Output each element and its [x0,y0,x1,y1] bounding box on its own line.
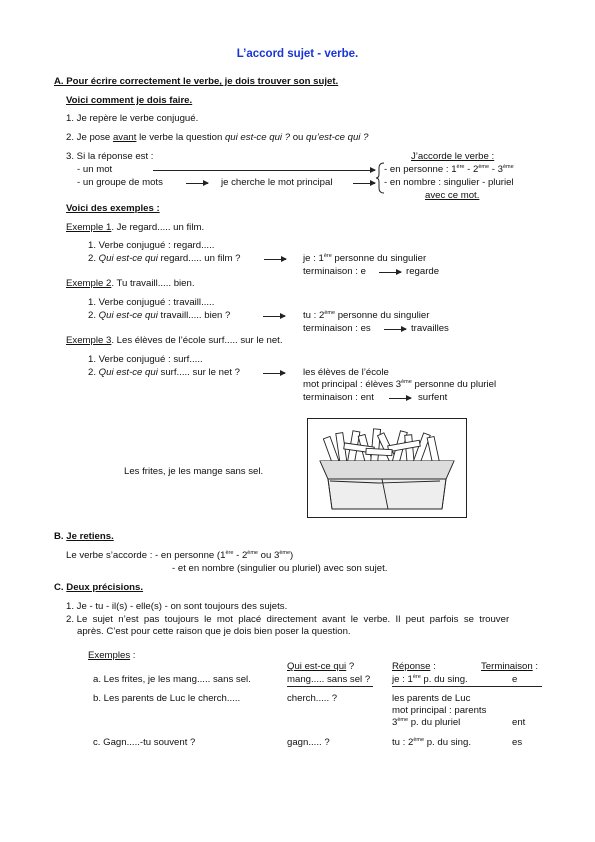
col-terminaison-mark: : [532,661,539,672]
retiens-l1-pre: Le verbe s’accorde : - en personne (1 [66,550,226,561]
ex3-r2-sup: ème [401,378,412,385]
section-b-heading [54,531,114,542]
ex3-result-2 [303,379,496,390]
ex2-s2-post: travaill..... bien ? [157,310,231,321]
example-1-step-2 [88,253,241,264]
ex1-arrow-2 [379,272,401,273]
table-row-c-reponse [392,737,471,748]
retiens-line-2: - et en nombre (singulier ou pluriel) avec son sujet. [172,563,388,574]
ex3-r2-pre: mot principal : élèves 3 [303,379,402,390]
step-2-q2: qu’est-ce qui ? [306,132,369,143]
ex2-arrow [263,316,285,317]
row-c-c-sup: ème [413,736,425,743]
cherche-mot-principal: je cherche le mot principal [221,177,333,188]
section-b-pre: B. [54,531,67,542]
ex2-r1-post: personne du singulier [335,310,430,321]
table-row-b-reponse-3 [392,717,460,728]
example-2-step-1: 1. Verbe conjugué : travaill..... [88,297,215,308]
ex2-r1-pre: tu : 2 [303,310,325,321]
ex1-result-word: regarde [406,266,440,277]
row-a-underline-1 [287,686,373,687]
ex3-s2-pre: 2. [88,367,99,378]
page-title: L’accord sujet - verbe. [236,48,359,60]
ex1-result-2: terminaison : e [303,266,366,277]
ex1-s2-pre: 2. [88,253,99,264]
en-personne-sup2: ème [478,163,490,170]
section-a-heading-text: A. Pour écrire correctement le verbe, je dois trouver son sujet. [54,76,339,87]
howto-heading: Voici comment je dois faire. [66,95,193,106]
example-2 [66,278,195,289]
row-a-c-sup: ère [412,673,421,680]
table-row-a-question: mang..... sans sel ? [287,674,371,685]
un-mot: - un mot [77,164,113,175]
fries-icon [308,419,466,517]
example-1-label: Exemple 1 [66,222,112,233]
table-row-c-terminaison: es [512,737,523,748]
step-3: 3. Si la réponse est : [66,151,154,162]
row-c-c-post: p. du sing. [424,737,471,748]
ex1-s2-post: regard..... un film ? [157,253,241,264]
ex3-arrow-2 [389,398,411,399]
avec-ce-mot: avec ce mot. [425,190,480,201]
ex2-r1-sup: ème [324,309,336,316]
col-question-mark: ? [346,661,355,672]
col-reponse-text: Réponse [392,661,431,672]
arrow-un-mot [153,170,375,171]
en-personne-mid: - 2 [464,164,479,175]
example-2-text: . Tu travaill..... bien. [111,278,195,289]
ex3-s2-q: Qui est-ce qui [98,367,158,378]
en-nombre: - en nombre : singulier - pluriel [384,177,514,188]
ex2-s2-q: Qui est-ce qui [98,310,158,321]
example-2-step-2 [88,310,230,321]
table-row-b-terminaison: ent [512,717,526,728]
arrow-groupe [186,183,208,184]
table-row-b-reponse-2: mot principal : parents [392,705,487,716]
col-reponse-mark: : [430,661,436,672]
table-row-c-sentence: c. Gagn.....-tu souvent ? [93,737,196,748]
ex3-r2-post: personne du pluriel [411,379,497,390]
example-3-step-1: 1. Verbe conjugué : surf..... [88,354,203,365]
col-reponse [392,661,436,672]
table-row-b-question: cherch..... ? [287,693,338,704]
example-1 [66,222,204,233]
retiens-l1-sup3: ème [279,549,291,556]
example-3-text: . Les élèves de l’école surf..... sur le net. [111,335,283,346]
exemples-label [88,650,135,661]
example-1-text: . Je regard..... un film. [111,222,205,233]
section-c-title: Deux précisions. [66,582,144,593]
col-terminaison-text: Terminaison [481,661,533,672]
ex3-result-3: terminaison : ent [303,392,374,403]
ex3-result-word: surfent [418,392,448,403]
table-row-c-question: gagn..... ? [287,737,330,748]
retiens-l1-m1: - 2 [233,550,248,561]
ex1-result-1 [303,253,426,264]
accord-heading: J’accorde le verbe : [411,151,495,162]
table-row-a-terminaison: e [512,674,518,685]
row-a-c-post: p. du sing. [420,674,468,685]
ex1-r1-post: personne du singulier [331,253,427,264]
en-personne-pre: - en personne : 1 [384,164,457,175]
retiens-l1-sup2: ème [247,549,258,556]
ex2-result-word: travailles [411,323,449,334]
example-3-step-2 [88,367,240,378]
row-b-c3-post: p. du pluriel [408,717,461,728]
step-2-pre: 2. Je pose [66,132,113,143]
en-personne [384,164,514,175]
examples-heading: Voici des exemples : [66,203,160,214]
row-b-c3-pre: 3 [392,717,398,728]
row-b-c3-sup: ème [397,716,409,723]
ex1-r1-sup: ère [323,252,332,259]
ex2-result-2: terminaison : es [303,323,371,334]
ex3-s2-post: surf..... sur le net ? [157,367,240,378]
section-c-pre: C. [54,582,67,593]
example-3-label: Exemple 3 [66,335,112,346]
step-2-avant: avant [112,132,137,143]
ex3-arrow [263,373,285,374]
row-a-underline-2 [392,686,542,687]
precision-2b: après. C’est pour cette raison que je dois bien poser la question. [77,626,351,637]
ex1-r1-pre: je : 1 [303,253,324,264]
retiens-l1-post: ) [290,550,294,561]
en-personne-sup3: ème [502,163,514,170]
section-a-heading [54,76,338,87]
ex2-arrow-2 [384,329,406,330]
arrow-cherche [353,183,375,184]
frites-caption: Les frites, je les mange sans sel. [124,466,264,477]
retiens-l1-sup1: ère [225,549,234,556]
section-b-title: Je retiens. [66,531,114,542]
step-2-q1: qui est-ce qui ? [224,132,291,143]
step-2-mid: le verbe la question [136,132,225,143]
step-1: 1. Je repère le verbe conjugué. [66,113,199,124]
exemples-label-colon: : [130,650,136,661]
table-row-a-reponse [392,674,468,685]
col-question [287,661,354,672]
ex2-s2-pre: 2. [88,310,99,321]
section-c-heading [54,582,143,593]
step-2-ou: ou [290,132,307,143]
col-terminaison [481,661,538,672]
row-a-c-pre: je : 1 [392,674,413,685]
exemples-label-text: Exemples [88,650,131,661]
example-1-step-1: 1. Verbe conjugué : regard..... [88,240,215,251]
ex1-arrow [264,259,286,260]
example-2-label: Exemple 2 [66,278,112,289]
table-row-b-sentence: b. Les parents de Luc le cherch..... [93,693,241,704]
col-question-text: Qui est-ce qui [287,661,347,672]
groupe-de-mots: - un groupe de mots [77,177,163,188]
ex2-result-1 [303,310,429,321]
precision-1: 1. Je - tu - il(s) - elle(s) - on sont toujours des sujets. [66,601,288,612]
en-personne-mid2: - 3 [489,164,503,175]
table-row-a-sentence: a. Les frites, je les mang..... sans sel. [93,674,251,685]
retiens-line-1 [66,550,293,561]
row-c-c-pre: tu : 2 [392,737,414,748]
fries-illustration [307,418,467,518]
example-3 [66,335,283,346]
table-row-b-reponse-1: les parents de Luc [392,693,471,704]
ex1-s2-q: Qui est-ce qui [98,253,158,264]
ex3-result-1: les élèves de l’école [303,367,389,378]
precision-2a: 2. Le sujet n’est pas toujours le mot placé directement avant le verbe. Il peut parfois se trouver [66,614,510,625]
retiens-l1-m2: ou 3 [258,550,280,561]
step-2 [66,132,368,143]
en-personne-sup1: ère [456,163,465,170]
